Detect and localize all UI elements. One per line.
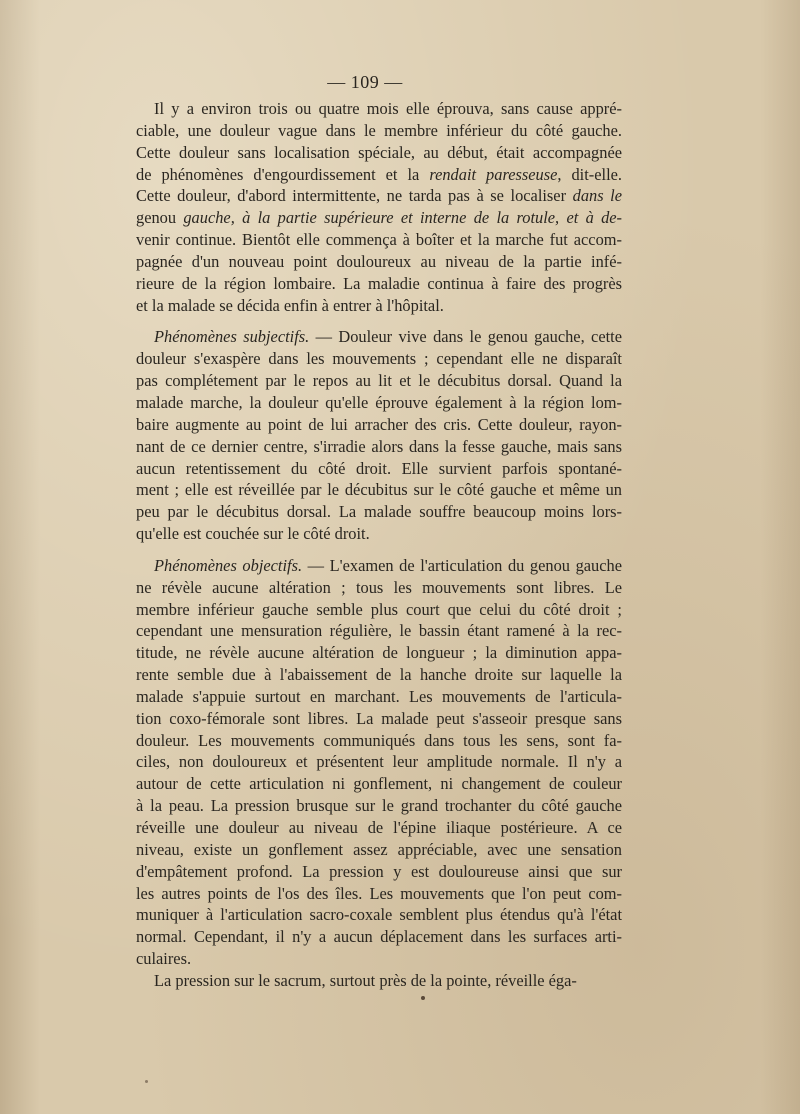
text-line: malade marche, la douleur qu'elle éprouve également à la région lom- [136,392,622,412]
paper-speck [421,996,425,1000]
text-line: à la peau. La pression brusque sur le grand trochanter du côté gauche [136,796,622,816]
text-line: baire augmente au point de lui arracher des cris. Cette douleur, rayon- [136,414,622,434]
text-line: nant de ce dernier centre, s'irradie alors dans la fesse gauche, mais sans [136,436,622,456]
paragraph-intro [118,98,622,316]
text-line: de phénomènes d'engourdissement et la rendait paresseuse, dit-elle. [136,164,622,184]
paper-speck [145,1080,148,1083]
text-line: et la malade se décida enfin à entrer à l'hôpital. [136,295,444,315]
text-line: ciles, non douloureux et présentent leur amplitude normale. Il n'y a [136,752,622,772]
paragraph-sacrum [118,970,622,992]
text-line: niveau, existe un gonflement assez appréciable, avec une sensation [136,839,622,859]
text-line: d'empâtement profond. La pression y est douloureuse ainsi que sur [136,861,622,881]
paragraph-phenomenes-subjectifs [118,326,622,544]
body-text [118,98,622,992]
text-line: pagnée d'un nouveau point douloureux au niveau de la partie infé- [136,251,622,271]
paragraph-phenomenes-objectifs [118,555,622,970]
text-line: Cette douleur, d'abord intermittente, ne tarda pas à se localiser dans le [136,186,622,206]
text-line: ment ; elle est réveillée par le décubitus sur le côté gauche et même un [136,480,622,500]
text-line: cependant une mensuration régulière, le bassin étant ramené à la rec- [136,621,622,641]
text-line: peu par le décubitus dorsal. La malade souffre beaucoup moins lors- [136,502,622,522]
text-line: Il y a environ trois ou quatre mois elle éprouva, sans cause appré- [154,99,622,118]
text-line: venir continue. Bientôt elle commença à boîter et la marche fut accom- [136,230,622,250]
text-line: Phénomènes subjectifs. — Douleur vive dans le genou gauche, cette [154,327,622,347]
text-line: Phénomènes objectifs. — L'examen de l'articulation du genou gauche [154,555,622,575]
text-line: culaires. [136,949,192,969]
text-line: qu'elle est couchée sur le côté droit. [136,524,370,544]
text-line: tion coxo-fémorale sont libres. La malade peut s'asseoir presque sans [136,708,622,728]
text-line: normal. Cependant, il n'y a aucun déplacement dans les surfaces arti- [136,927,622,947]
text-line: les autres points de l'os des îles. Les mouvements que l'on peut com- [136,883,622,903]
text-line: ciable, une douleur vague dans le membre inférieur du côté gauche. [136,120,622,140]
text-line: membre inférieur gauche semble plus court que celui du côté droit ; [136,599,622,619]
text-line: rente semble due à l'abaissement de la hanche droite sur laquelle la [136,665,622,685]
text-line: réveille une douleur au niveau de l'épine iliaque postérieure. A ce [136,818,622,837]
text-line: malade s'appuie surtout en marchant. Les mouvements de l'articula- [136,686,622,706]
page-number: — 109 — [327,72,403,92]
text-line: Cette douleur sans localisation spéciale, au début, était accompagnée [136,142,622,162]
text-line: La pression sur le sacrum, surtout près de la pointe, réveille éga- [154,970,577,990]
text-line: genou gauche, à la partie supérieure et interne de la rotule, et à de- [136,208,622,228]
text-line: aucun retentissement du côté droit. Elle survient parfois spontané- [136,458,622,478]
text-line: ne révèle aucune altération ; tous les mouvements sont libres. Le [136,577,622,597]
text-line: douleur s'exaspère dans les mouvements ; cependant elle ne disparaît [136,349,622,369]
text-line: pas complétement par le repos au lit et le décubitus dorsal. Quand la [136,371,622,391]
text-line: muniquer à l'articulation sacro-coxale semblent plus étendus qu'à l'état [136,905,622,925]
text-line: autour de cette articulation ni gonflement, ni changement de couleur [136,774,622,794]
text-line: rieure de la région lombaire. La maladie continua à faire des progrès [136,273,622,293]
text-line: douleur. Les mouvements communiqués dans tous les sens, sont fa- [136,730,622,750]
text-line: titude, ne révèle aucune altération de longueur ; la diminution appa- [136,643,622,663]
